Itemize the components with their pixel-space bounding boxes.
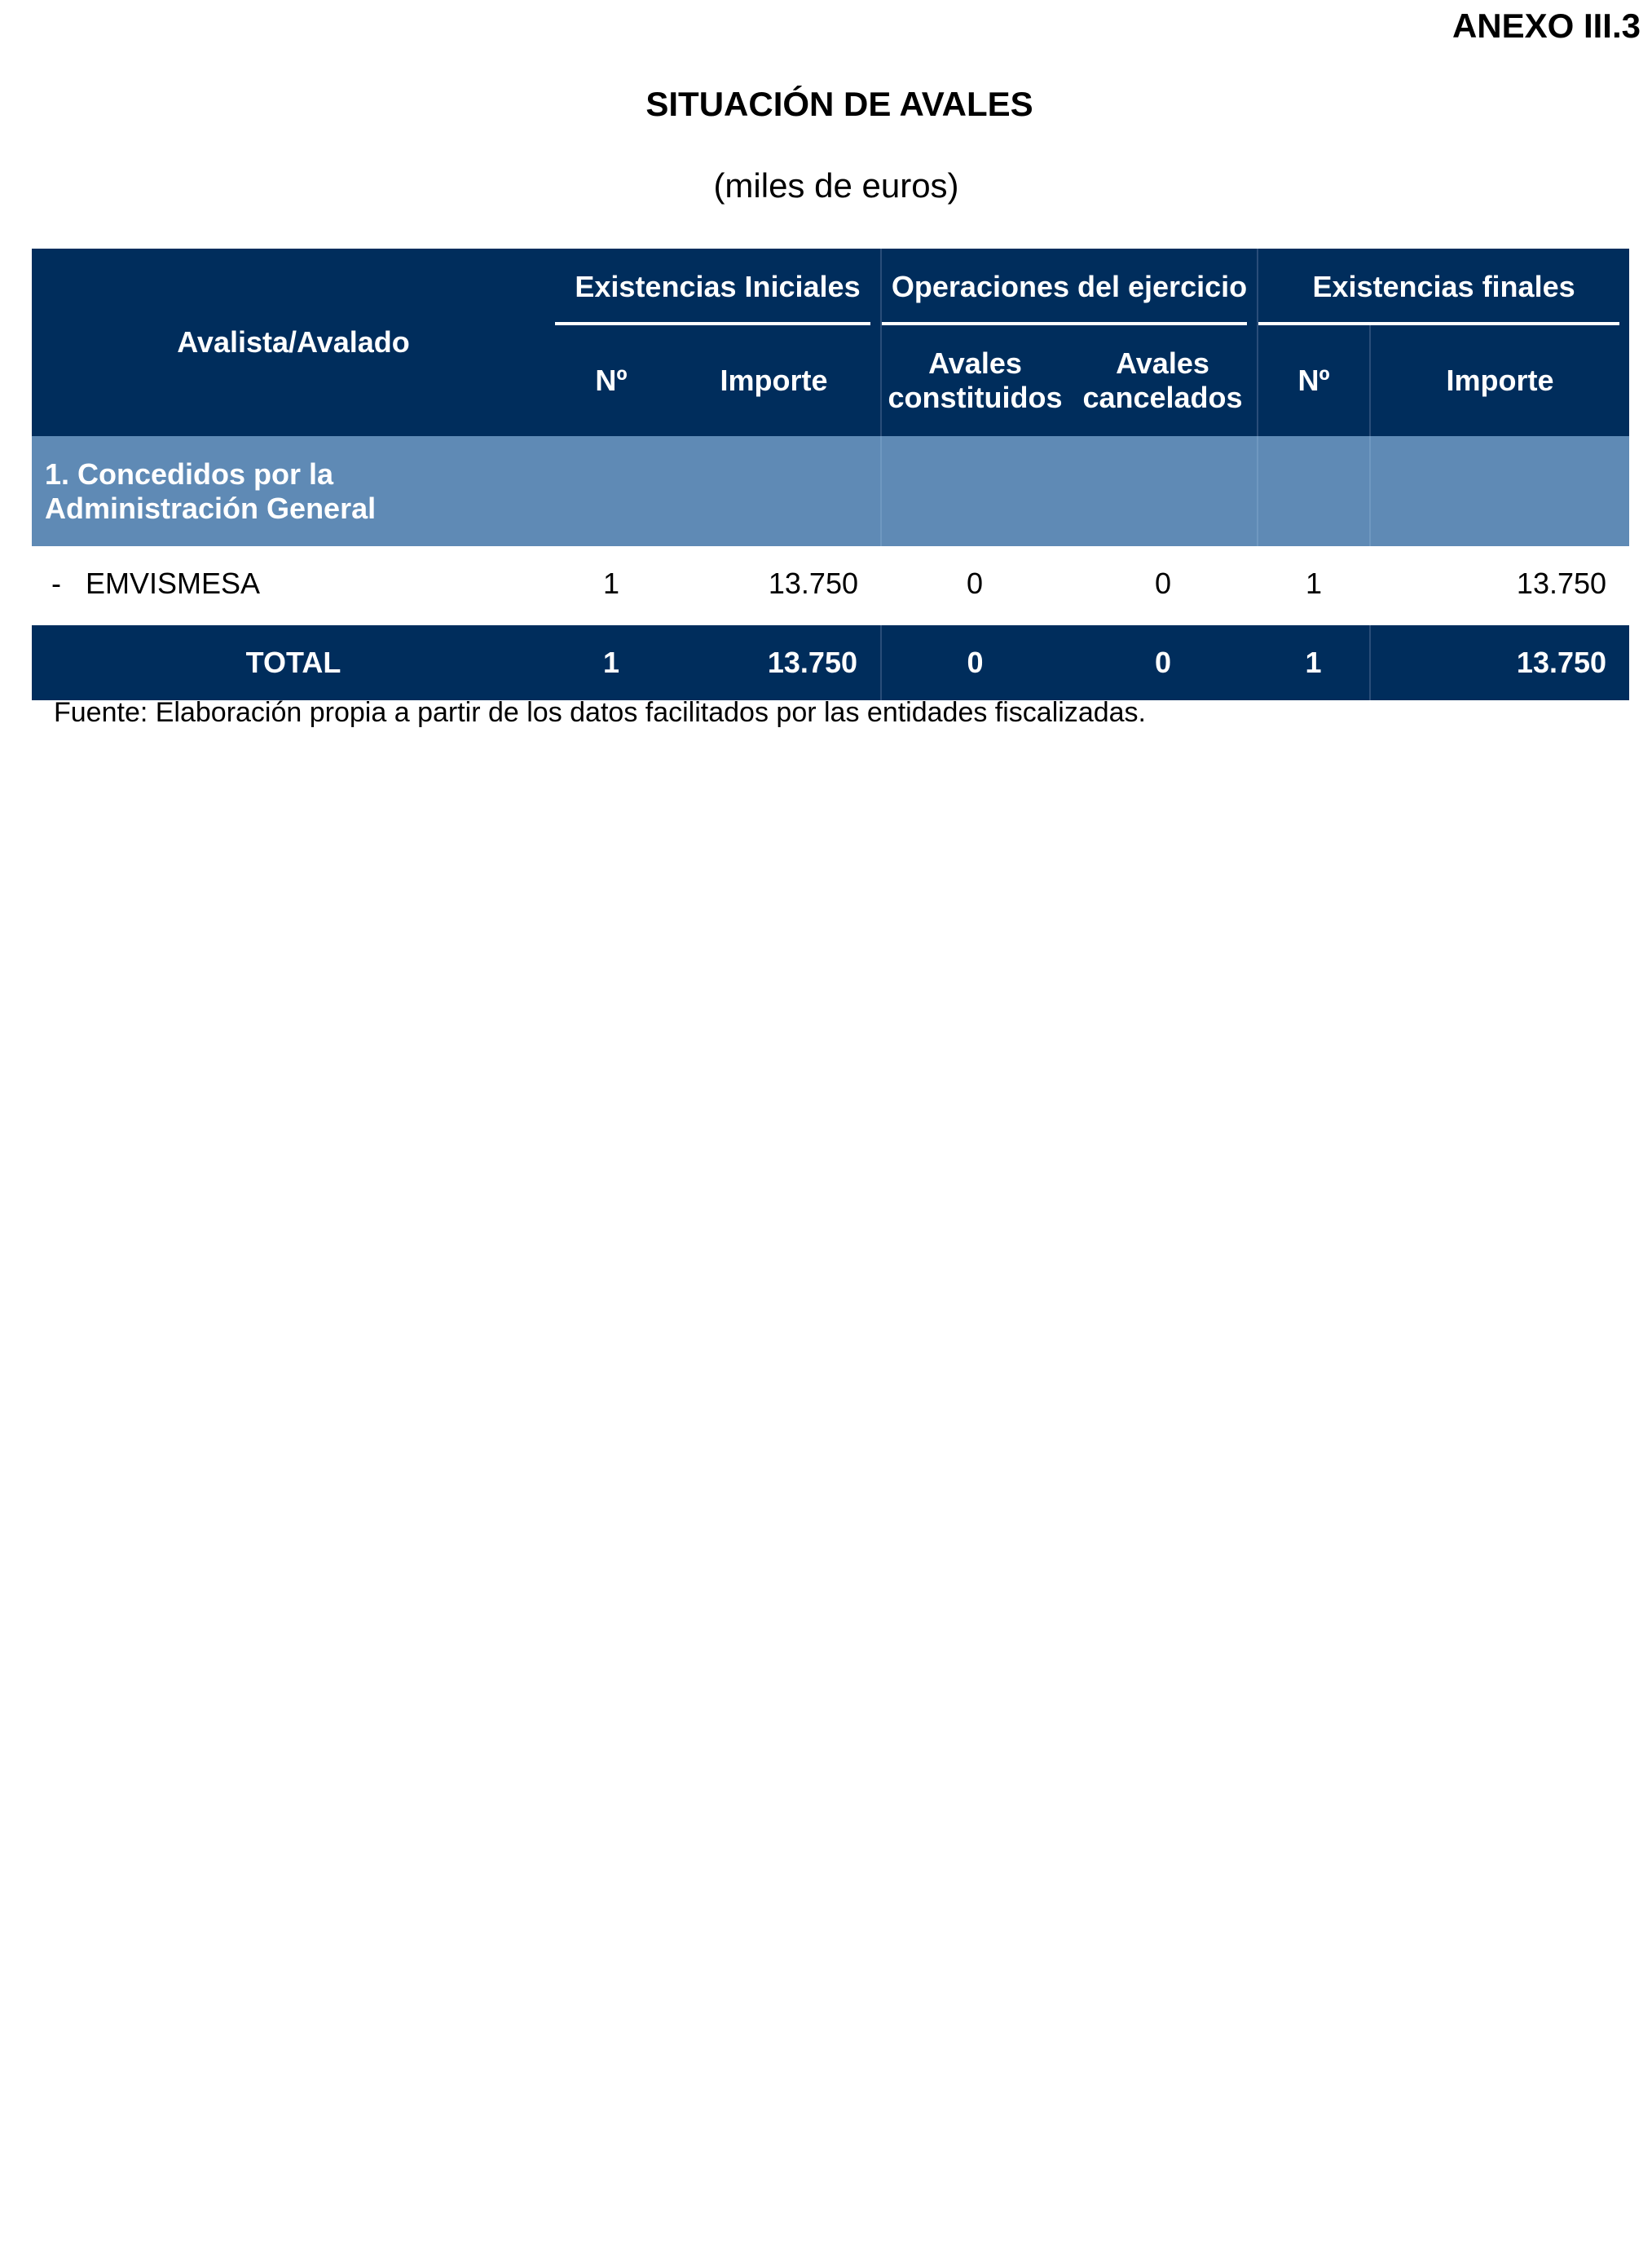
section-cell [1370, 436, 1629, 546]
header-group-row [32, 249, 1629, 325]
col-cancelled-line2: cancelados [1082, 381, 1243, 414]
header-group-underline [555, 322, 870, 325]
col-final-amount: Importe [1370, 325, 1629, 436]
header-group-operations-label: Operaciones del ejercicio [891, 270, 1248, 303]
row-dash: - [51, 566, 61, 600]
header-row-label: Avalista/Avalado [177, 325, 410, 359]
row-entity [32, 546, 555, 620]
col-constituted [881, 325, 1068, 436]
page-title: SITUACIÓN DE AVALES [645, 85, 1033, 123]
total-initial-no: 1 [602, 646, 620, 679]
header-group-underline [1258, 322, 1619, 325]
row-cancelled: 0 [1154, 566, 1172, 600]
total-row [32, 625, 1629, 700]
section-label [32, 436, 881, 546]
row-final-no: 1 [1306, 566, 1323, 600]
col-cancelled [1068, 325, 1258, 436]
section-label-line1: 1. Concedidos por la [45, 457, 334, 491]
header-group-underline [882, 322, 1247, 325]
total-final-no: 1 [1305, 646, 1322, 679]
header-group-final-label: Existencias finales [1312, 270, 1575, 303]
table-row [32, 546, 1629, 620]
section-cell [1258, 436, 1370, 546]
header-group-operations [881, 249, 1258, 325]
col-final-no: Nº [1258, 325, 1370, 436]
annex-number: ANEXO III.3 [1452, 7, 1641, 45]
row-final-amount: 13.750 [1516, 566, 1607, 600]
col-constituted-line2: constituidos [888, 381, 1063, 414]
row-entity-name: EMVISMESA [86, 566, 261, 600]
row-initial-amount: 13.750 [768, 566, 858, 600]
total-initial-amount: 13.750 [767, 646, 857, 679]
col-initial-no: Nº [595, 364, 628, 397]
col-constituted-line1: Avales [928, 346, 1022, 380]
guarantees-table [32, 249, 1629, 700]
section-row [32, 436, 1629, 546]
total-label: TOTAL [245, 646, 341, 679]
col-initial-amount: Importe [720, 364, 828, 397]
row-initial-no: 1 [602, 566, 620, 600]
header-group-final [1258, 249, 1629, 325]
units-subtitle: (miles de euros) [713, 166, 959, 205]
total-constituted: 0 [881, 625, 1068, 700]
total-final-amount: 13.750 [1370, 625, 1629, 700]
source-note: Fuente: Elaboración propia a partir de los datos facilitados por las entidades fiscalizadas. [54, 697, 1146, 728]
row-constituted: 0 [966, 566, 984, 600]
header-group-initial [555, 249, 881, 325]
section-label-line2: Administración General [45, 491, 377, 525]
header-group-initial-label: Existencias Iniciales [575, 270, 861, 303]
total-cancelled: 0 [1154, 646, 1172, 679]
col-cancelled-line1: Avales [1116, 346, 1209, 380]
section-cell [881, 436, 1258, 546]
